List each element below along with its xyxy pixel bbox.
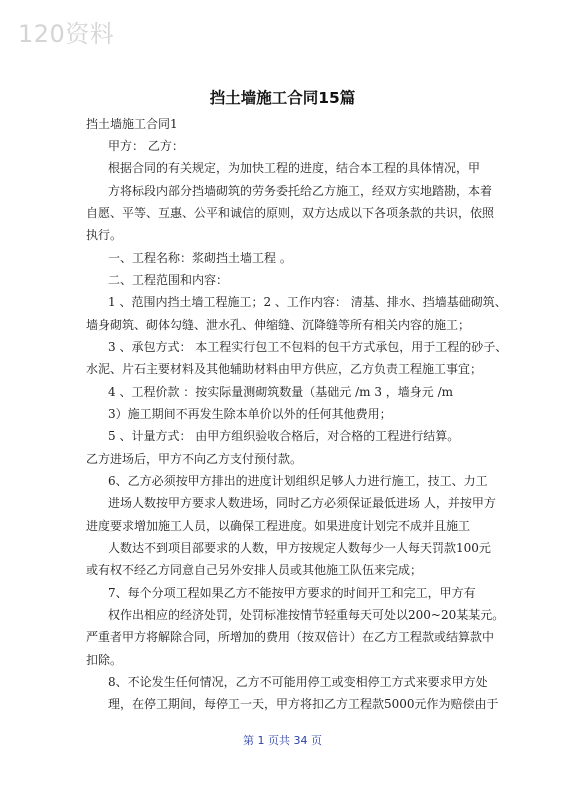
watermark-logo: 120资料 <box>18 20 115 48</box>
section-heading: 挡土墙施工合同1 <box>86 117 178 131</box>
paragraph-line: 8、不论发生任何情况，乙方不可能用停工或变相停工方式来要求甲方处 <box>108 675 488 689</box>
paragraph-line: 权作出相应的经济处罚，处罚标准按情节轻重每天可处以200~20某某元。 <box>108 608 505 622</box>
paragraph-line: 根据合同的有关规定，为加快工程的进度，结合本工程的具体情况，甲 <box>108 161 481 175</box>
paragraph-line: 自愿、平等、互惠、公平和诚信的原则，双方达成以下各项条款的共识，依照 <box>86 206 495 220</box>
paragraph-line: 1 、范围内挡土墙工程施工；2 、工作内容： 清基、排水、挡墙基础砌筑、 <box>108 295 507 309</box>
paragraph-line: 3）施工期间不再发生除本单价以外的任何其他费用； <box>108 407 392 421</box>
paragraph-line: 进度要求增加施工人员，以确保工程进度。如果进度计划完不成并且施工 <box>86 519 471 533</box>
document-title: 挡土墙施工合同15篇 <box>209 89 356 107</box>
paragraph-line: 人数达不到项目部要求的人数，甲方按规定人数每少一人每天罚款100元 <box>108 541 491 555</box>
paragraph-line: 一、工程名称：浆砌挡土墙工程 。 <box>108 251 292 265</box>
paragraph-line: 二、工程范围和内容： <box>108 273 229 287</box>
paragraph-line: 或有权不经乙方同意自己另外安排人员或其他施工队伍来完成； <box>86 563 423 577</box>
paragraph-line: 扣除。 <box>86 653 123 667</box>
page-number-footer: 第 1 页共 34 页 <box>243 734 322 747</box>
paragraph-line: 7、每个分项工程如果乙方不能按甲方要求的时间开工和完工，甲方有 <box>108 586 476 600</box>
paragraph-line: 6、乙方必须按甲方排出的进度计划组织足够人力进行施工，技工、力工 <box>108 474 488 488</box>
paragraph-line: 严重者甲方将解除合同，所增加的费用（按双倍计）在乙方工程款或结算款中 <box>86 630 495 644</box>
paragraph-line: 进场人数按甲方要求人数进场，同时乙方必须保证最低进场 人，并按甲方 <box>108 496 496 510</box>
paragraph-line: 理，在停工期间，每停工一天，甲方将扣乙方工程款5000元作为赔偿由于 <box>108 697 499 711</box>
paragraph-line: 4 、工程价款 ：按实际量测砌筑数量（基础元 /m 3 ，墙身元 /m <box>108 385 454 399</box>
paragraph-line: 甲方： 乙方： <box>108 139 184 153</box>
paragraph-line: 执行。 <box>86 228 123 242</box>
paragraph-line: 水泥、片石主要材料及其他辅助材料由甲方供应，乙方负责工程施工事宜； <box>86 362 483 376</box>
paragraph-line: 墙身砌筑、砌体勾缝、泄水孔、伸缩缝、沉降缝等所有相关内容的施工； <box>86 318 471 332</box>
paragraph-line: 方将标段内部分挡墙砌筑的劳务委托给乙方施工，经双方实地踏勘，本着 <box>108 184 493 198</box>
paragraph-line: 5 、计量方式： 由甲方组织验收合格后，对合格的工程进行结算。 <box>108 429 460 443</box>
paragraph-line: 3 、承包方式： 本工程实行包工不包料的包干方式承包，用于工程的砂子、 <box>108 340 508 354</box>
paragraph-line: 乙方进场后，甲方不向乙方支付预付款。 <box>86 452 303 466</box>
